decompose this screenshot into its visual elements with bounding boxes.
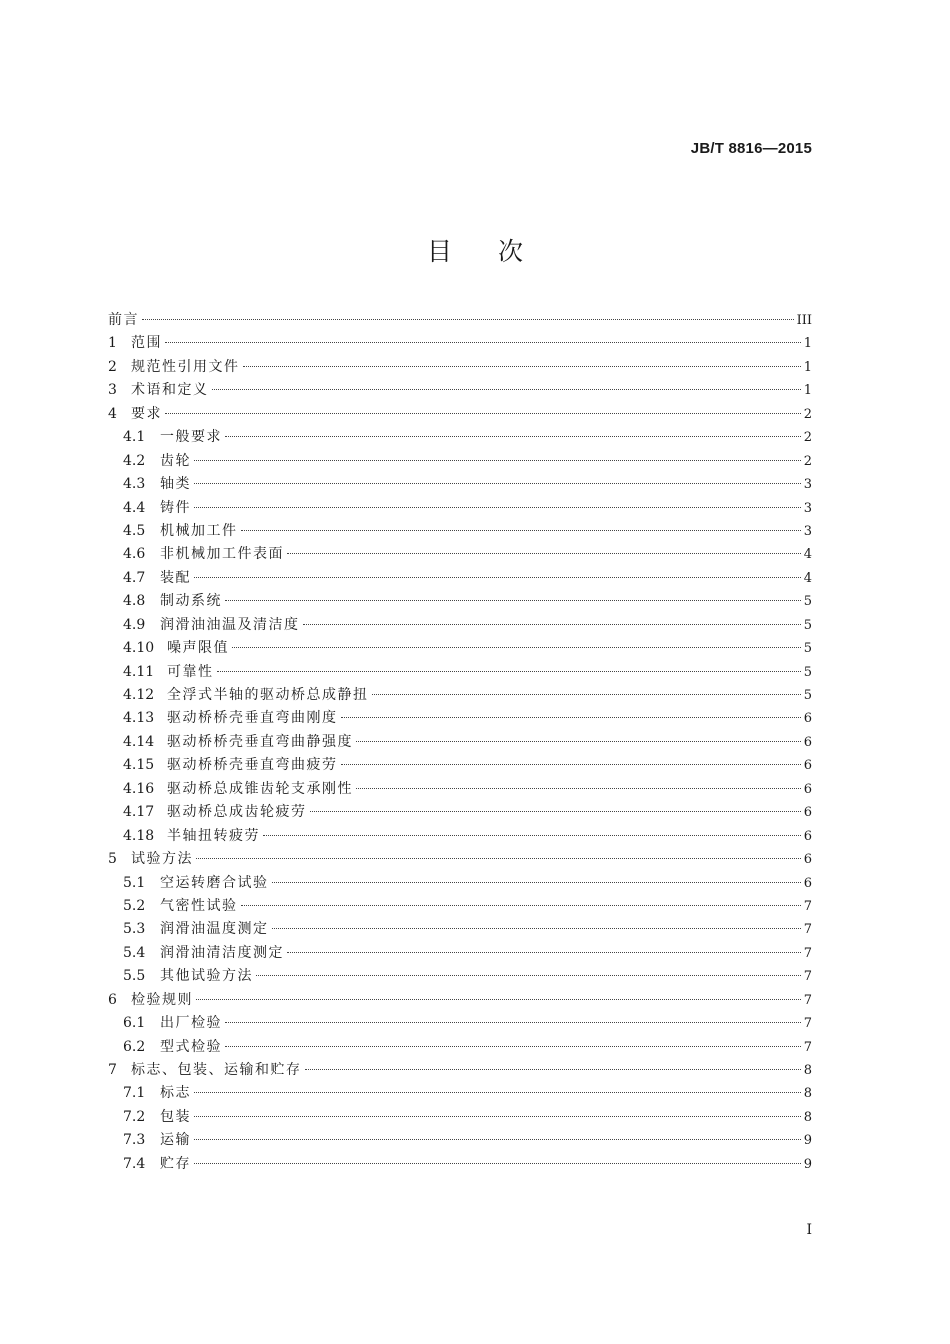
toc-entry-title: 铸件 <box>160 499 191 516</box>
toc-entry[interactable] <box>108 1129 812 1152</box>
toc-entry[interactable] <box>108 473 812 496</box>
toc-entry-number: 6.1 <box>123 1015 146 1032</box>
toc-entry-page: 5 <box>803 617 812 633</box>
toc-entry[interactable] <box>108 918 812 941</box>
toc-entry-page: 9 <box>803 1156 812 1172</box>
toc-entry-title: 检验规则 <box>131 991 193 1008</box>
dot-leader <box>165 342 801 343</box>
toc-entry-title: 润滑油清洁度测定 <box>160 944 284 961</box>
dot-leader <box>241 530 801 531</box>
dot-leader <box>287 952 801 953</box>
toc-entry[interactable] <box>108 778 812 801</box>
toc-entry-title: 前言 <box>108 312 139 328</box>
dot-leader <box>243 366 801 367</box>
dot-leader <box>310 811 801 812</box>
toc-entry-page: 4 <box>803 547 812 563</box>
toc-entry-title: 规范性引用文件 <box>131 358 240 375</box>
toc-entry-page: 6 <box>803 852 812 868</box>
toc-entry[interactable] <box>108 614 812 637</box>
toc-entry[interactable] <box>108 754 812 777</box>
toc-entry-number: 4 <box>108 405 117 422</box>
toc-entry[interactable] <box>108 637 812 660</box>
dot-leader <box>225 436 801 437</box>
toc-entry-page: 3 <box>803 477 812 493</box>
dot-leader <box>142 319 794 320</box>
toc-entry-page: 7 <box>803 898 812 914</box>
dot-leader <box>225 600 801 601</box>
table-of-contents <box>108 309 812 1176</box>
toc-entry-title: 全浮式半轴的驱动桥总成静扭 <box>167 687 369 703</box>
toc-entry-page: 7 <box>803 945 812 961</box>
toc-entry-title: 要求 <box>131 405 162 422</box>
toc-entry-title: 其他试验方法 <box>160 968 253 985</box>
toc-entry-title: 一般要求 <box>160 429 222 446</box>
toc-entry-page: 7 <box>803 1016 812 1032</box>
toc-entry[interactable] <box>108 497 812 520</box>
toc-entry[interactable] <box>108 309 812 332</box>
dot-leader <box>165 413 801 414</box>
toc-entry-title: 可靠性 <box>167 663 214 680</box>
toc-entry-title: 润滑油油温及清洁度 <box>160 616 300 633</box>
toc-entry-title: 驱动桥总成锥齿轮支承刚性 <box>167 780 353 797</box>
dot-leader <box>194 483 801 484</box>
toc-entry-number: 6.2 <box>123 1038 146 1055</box>
toc-entry-page: 5 <box>803 641 812 657</box>
toc-entry-title: 驱动桥桥壳垂直弯曲疲劳 <box>167 757 338 774</box>
toc-entry-page: 1 <box>803 336 812 352</box>
toc-entry[interactable] <box>108 450 812 473</box>
dot-leader <box>194 1092 801 1093</box>
dot-leader <box>356 788 801 789</box>
dot-leader <box>305 1069 801 1070</box>
toc-entry[interactable] <box>108 403 812 426</box>
dot-leader <box>217 671 801 672</box>
toc-entry-title: 气密性试验 <box>160 897 238 914</box>
toc-entry[interactable] <box>108 942 812 965</box>
toc-entry-number: 4.6 <box>123 546 146 563</box>
dot-leader <box>196 858 801 859</box>
toc-entry-number: 5.1 <box>123 874 146 891</box>
toc-entry-page: 2 <box>803 453 812 469</box>
toc-entry[interactable] <box>108 895 812 918</box>
toc-entry-page: 2 <box>803 430 812 446</box>
toc-entry-page: 3 <box>803 523 812 539</box>
toc-entry[interactable] <box>108 520 812 543</box>
toc-entry[interactable] <box>108 1059 812 1082</box>
toc-entry-title: 出厂检验 <box>160 1015 222 1032</box>
toc-entry[interactable] <box>108 567 812 590</box>
toc-entry-page: 6 <box>803 758 812 774</box>
toc-entry-page: 6 <box>803 734 812 750</box>
page-number: I <box>806 1222 812 1238</box>
toc-entry-page: 7 <box>803 922 812 938</box>
dot-leader <box>303 624 801 625</box>
toc-entry-title: 机械加工件 <box>160 522 238 539</box>
toc-entry-number: 4.11 <box>123 663 155 680</box>
toc-entry-title: 噪声限值 <box>167 640 229 657</box>
toc-entry-number: 2 <box>108 358 117 375</box>
toc-entry-number: 5.2 <box>123 897 146 914</box>
toc-entry-number: 4.12 <box>123 687 155 703</box>
toc-entry-title: 标志、包装、运输和贮存 <box>131 1062 302 1078</box>
toc-entry[interactable] <box>108 801 812 824</box>
toc-entry-page: III <box>796 313 812 328</box>
toc-entry-title: 齿轮 <box>160 452 191 469</box>
page-title: 目次 <box>426 237 569 266</box>
toc-entry-number: 4.1 <box>123 429 146 446</box>
toc-entry-page: 1 <box>803 383 812 399</box>
toc-entry-page: 6 <box>803 781 812 797</box>
toc-entry-title: 润滑油温度测定 <box>160 921 269 938</box>
toc-entry-title: 包装 <box>160 1108 191 1125</box>
toc-entry-number: 4.16 <box>123 780 155 797</box>
toc-entry[interactable] <box>108 825 812 848</box>
toc-entry-number: 5 <box>108 851 117 868</box>
toc-entry-number: 4.15 <box>123 757 155 774</box>
toc-entry-title: 运输 <box>160 1132 191 1149</box>
toc-entry[interactable] <box>108 965 812 988</box>
toc-entry-number: 4.5 <box>123 522 146 539</box>
toc-entry-number: 7.2 <box>123 1108 146 1125</box>
toc-entry[interactable] <box>108 1012 812 1035</box>
dot-leader <box>194 1139 801 1140</box>
toc-entry-title: 非机械加工件表面 <box>160 546 284 563</box>
toc-entry[interactable] <box>108 848 812 871</box>
toc-entry-number: 4.17 <box>123 804 155 821</box>
toc-entry-title: 驱动桥桥壳垂直弯曲刚度 <box>167 710 338 727</box>
dot-leader <box>341 764 801 765</box>
toc-entry-title: 术语和定义 <box>131 382 209 399</box>
toc-entry-page: 5 <box>803 594 812 610</box>
toc-entry-page: 5 <box>803 664 812 680</box>
toc-entry-number: 7 <box>108 1062 117 1078</box>
toc-entry-page: 8 <box>803 1109 812 1125</box>
toc-entry[interactable] <box>108 379 812 402</box>
toc-entry-number: 4.8 <box>123 593 146 610</box>
toc-entry-number: 5.4 <box>123 944 146 961</box>
dot-leader <box>232 647 801 648</box>
toc-entry-title: 装配 <box>160 569 191 586</box>
document-code: JB/T 8816—2015 <box>690 140 812 157</box>
toc-entry-title: 空运转磨合试验 <box>160 874 269 891</box>
dot-leader <box>225 1022 801 1023</box>
toc-entry-page: 5 <box>803 688 812 703</box>
dot-leader <box>272 882 801 883</box>
toc-entry-number: 7.1 <box>123 1085 146 1102</box>
toc-entry-page: 6 <box>803 805 812 821</box>
dot-leader <box>194 460 801 461</box>
toc-entry-page: 9 <box>803 1133 812 1149</box>
toc-entry[interactable] <box>108 426 812 449</box>
toc-entry-title: 驱动桥总成齿轮疲劳 <box>167 804 307 821</box>
toc-entry[interactable] <box>108 989 812 1012</box>
toc-entry-page: 7 <box>803 992 812 1008</box>
dot-leader <box>356 741 801 742</box>
toc-entry-page: 7 <box>803 1039 812 1055</box>
toc-entry[interactable] <box>108 356 812 379</box>
dot-leader <box>256 975 801 976</box>
toc-entry-page: 4 <box>803 570 812 586</box>
dot-leader <box>194 577 801 578</box>
dot-leader <box>241 905 801 906</box>
toc-entry-title: 制动系统 <box>160 593 222 610</box>
toc-entry[interactable] <box>108 590 812 613</box>
toc-entry-number: 4.14 <box>123 733 155 750</box>
toc-entry[interactable] <box>108 543 812 566</box>
toc-entry-number: 4.10 <box>123 640 155 657</box>
dot-leader <box>196 999 801 1000</box>
toc-entry[interactable] <box>108 684 812 707</box>
dot-leader <box>225 1046 801 1047</box>
toc-entry-page: 3 <box>803 500 812 516</box>
toc-entry-title: 半轴扭转疲劳 <box>167 827 260 844</box>
toc-entry-number: 1 <box>108 335 117 352</box>
toc-entry-number: 3 <box>108 382 117 399</box>
toc-entry[interactable] <box>108 872 812 895</box>
toc-entry-title: 标志 <box>160 1085 191 1102</box>
toc-entry-title: 驱动桥桥壳垂直弯曲静强度 <box>167 733 353 750</box>
toc-entry-number: 6 <box>108 991 117 1008</box>
toc-entry-number: 4.9 <box>123 616 146 633</box>
dot-leader <box>263 835 801 836</box>
dot-leader <box>341 717 801 718</box>
dot-leader <box>194 1163 801 1164</box>
dot-leader <box>372 694 801 695</box>
toc-entry-title: 轴类 <box>160 476 191 493</box>
toc-entry[interactable] <box>108 1153 812 1176</box>
toc-entry-page: 1 <box>803 359 812 375</box>
toc-entry-page: 6 <box>803 875 812 891</box>
toc-entry[interactable] <box>108 1082 812 1105</box>
toc-entry-title: 试验方法 <box>131 851 193 868</box>
toc-entry-title: 贮存 <box>160 1155 191 1172</box>
toc-entry-number: 7.3 <box>123 1132 146 1149</box>
toc-entry-number: 4.18 <box>123 827 155 844</box>
dot-leader <box>272 928 801 929</box>
dot-leader <box>194 1116 801 1117</box>
toc-entry[interactable] <box>108 1106 812 1129</box>
toc-entry-number: 7.4 <box>123 1155 146 1172</box>
toc-entry-page: 6 <box>803 828 812 844</box>
toc-entry-number: 5.3 <box>123 921 146 938</box>
toc-entry-title: 范围 <box>131 335 162 352</box>
toc-entry[interactable] <box>108 661 812 684</box>
toc-entry-page: 7 <box>803 969 812 985</box>
toc-entry-number: 4.3 <box>123 476 146 493</box>
toc-entry-number: 4.7 <box>123 569 146 586</box>
toc-entry-page: 8 <box>803 1063 812 1078</box>
toc-entry-number: 4.2 <box>123 452 146 469</box>
toc-entry-number: 4.13 <box>123 710 155 727</box>
toc-entry[interactable] <box>108 731 812 754</box>
toc-entry-title: 型式检验 <box>160 1038 222 1055</box>
toc-entry-page: 8 <box>803 1086 812 1102</box>
toc-entry-page: 2 <box>803 406 812 422</box>
toc-entry-page: 6 <box>803 711 812 727</box>
toc-entry[interactable] <box>108 707 812 730</box>
toc-entry-number: 5.5 <box>123 968 146 985</box>
toc-entry[interactable] <box>108 1036 812 1059</box>
toc-entry[interactable] <box>108 332 812 355</box>
dot-leader <box>212 389 801 390</box>
toc-entry-number: 4.4 <box>123 499 146 516</box>
dot-leader <box>287 553 801 554</box>
dot-leader <box>194 507 801 508</box>
